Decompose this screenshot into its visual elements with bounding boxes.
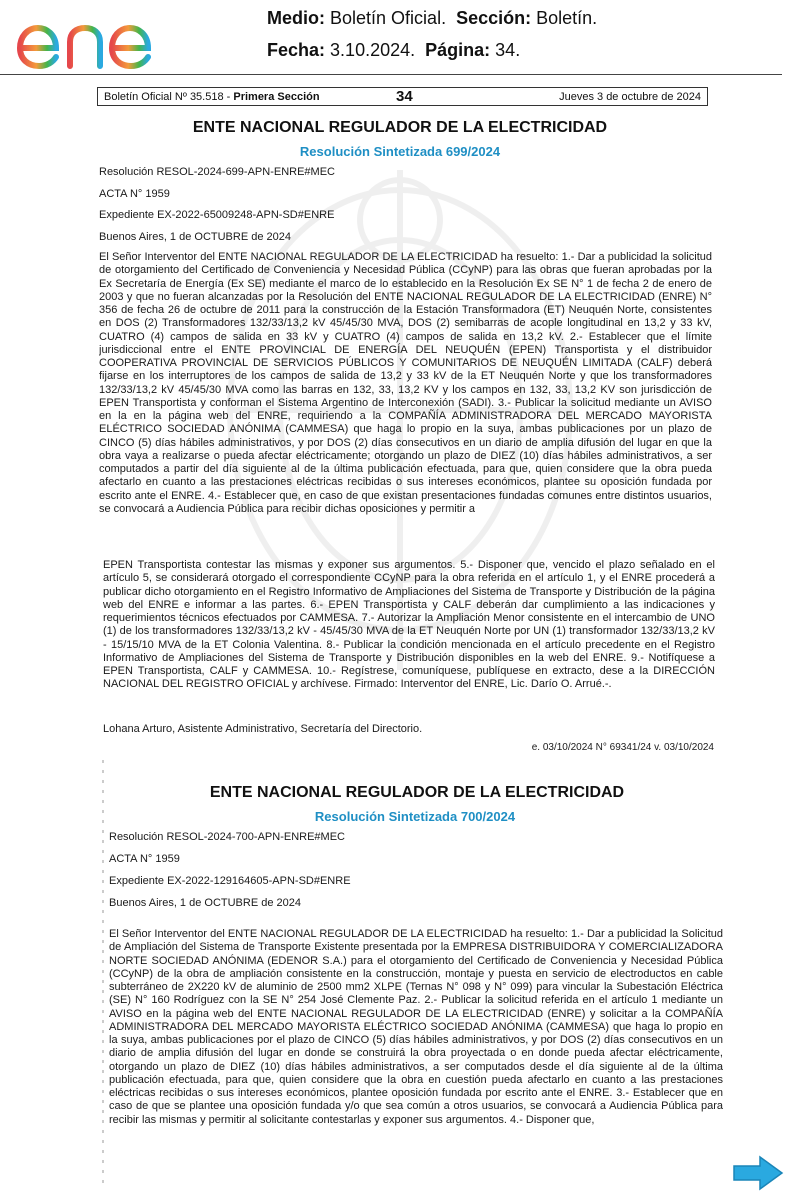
section1-signature: Lohana Arturo, Asistente Administrativo, Secretaría del Directorio. xyxy=(103,723,423,735)
fecha-label: Fecha: xyxy=(267,40,326,60)
pagina-label: Página: xyxy=(425,40,491,60)
seccion-label: Sección: xyxy=(456,8,532,28)
bulletin-date: Jueves 3 de octubre de 2024 xyxy=(559,91,701,103)
section2-acta: ACTA N° 1959 xyxy=(109,853,180,865)
section2-expediente: Expediente EX-2022-129164605-APN-SD#ENRE xyxy=(109,875,351,887)
fecha-value: 3.10.2024. xyxy=(330,40,416,60)
medio-label: Medio: xyxy=(267,8,325,28)
section2-subtitle: Resolución Sintetizada 700/2024 xyxy=(314,809,516,824)
section2-body: El Señor Interventor del ENTE NACIONAL REGULADOR DE LA ELECTRICIDAD ha resuelto: 1.- Dar a publicidad la Solicitud de Ampliación del Sistema de Transporte Existente presentada por la EMPRESA DISTRIBUIDORA Y COMERCIALIZADORA NORTE SOCIEDAD ANÓNIMA (EDENOR S.A.) para el otorgamiento del Certificado de Conveniencia y Necesidad Pública (CCyNP) de la obra de ampliación consistente en la construcción, montaje y puesta en servicio de electroductos en cable subterráneo de 2X220 kV de aluminio de 2500 mm2 XLPE (Ternas N° 098 y N° 099) para vincular la Subestación Eléctrica (SE) N° 160 Rodríguez con la SE N° 254 José Clemente Paz. 2.- Publicar la solicitud referida en el artículo 1 mediante un AVISO en la página web del ENTE NACIONAL REGULADOR DE LA ELECTRICIDAD (ENRE) y solicitar a la COMPAÑÍA ADMINISTRADORA DEL MERCADO MAYORISTA ELÉCTRICO SOCIEDAD ANÓNIMA (CAMMESA) que haga lo propio en la suya, ambas publicaciones por el plazo de CINCO (5) días hábiles administrativos, y por DOS (2) días consecutivos en un diario de amplia difusión del lugar en donde se construirá la obra proyectada o en donde pueda afectar eléctricamente, otorgando un plazo de DIEZ (10) días hábiles administrativos, a ser computados desde el día siguiente al de la última publicación efectuada, para que, quien considere que la obra en cuestión pueda afectarlo en cuanto a las prestaciones eléctricas recibidas o sus intereses económicos, plantee oposición fundada por escrito ante el ENRE. 3.- Establecer que en caso de que se plantee una oposición fundada y/o que sea común a otros usuarios, se convocará a Audiencia Pública para recibir las mismas y permitir al solicitante contestarlas y exponer sus argumentos. 4.- Disponer que, xyxy=(109,928,723,1126)
section2-title: ENTE NACIONAL REGULADOR DE LA ELECTRICIDAD xyxy=(209,784,625,801)
section1-title: ENTE NACIONAL REGULADOR DE LA ELECTRICIDAD xyxy=(192,119,608,136)
section1-subtitle: Resolución Sintetizada 699/2024 xyxy=(299,144,501,159)
seccion-value: Boletín. xyxy=(536,8,598,28)
bulletin-page-header xyxy=(97,87,708,106)
section1-acta: ACTA N° 1959 xyxy=(99,188,170,200)
arrow-right-icon[interactable] xyxy=(732,1155,784,1191)
column-guide xyxy=(102,760,104,1190)
section1-footnote: e. 03/10/2024 N° 69341/24 v. 03/10/2024 xyxy=(531,742,714,753)
section1-body-part2: EPEN Transportista contestar las mismas y exponer sus argumentos. 5.- Disponer que, vencido el plazo señalado en el artículo 5, se considerará otorgado el correspondiente CCyNP para la obra referida en el artículo 1, y el ENRE procederá a publicar dicho otorgamiento en el Registro Informativo de Ampliaciones del Sistema de Transporte y Distribución de la página web del ENRE e informar a las partes. 6.- EPEN Transportista y CALF deberán dar cumplimiento a las indicaciones y requerimientos técnicos efectuados por CAMMESA. 7.- Autorizar la Ampliación Menor consistente en el intercambio de UNO (1) de los transformadores 132/33/13,2 kV - 45/45/30 MVA de la ET Neuquén Norte por UN (1) transformador 132/33/13,2 kV - 15/15/10 MVA de la ET Colonia Valentina. 8.- Publicar la condición mencionada en el artículo precedente en el Registro Informativo de Ampliaciones del Sistema de Transporte y Distribución disponibles en la web del ENRE. 9.- Notifíquese a EPEN Transportista, CALF y CAMMESA. 10.- Regístrese, comuníquese, publíquese en extracto, dese a la DIRECCIÓN NACIONAL DEL REGISTRO OFICIAL y archívese. Firmado: Interventor del ENRE, Lic. Darío O. Arrué.-. xyxy=(103,559,715,691)
section1-body-part1: El Señor Interventor del ENTE NACIONAL REGULADOR DE LA ELECTRICIDAD ha resuelto: 1.- Dar a publicidad la solicitud de otorgamiento del Certificado de Conveniencia y Necesidad Pública (CCyNP) para las obras que fueran aprobadas por la Ex Secretaría de Energía (Ex SE) mediante el marco de lo establecido en la Resolución Ex SE N° 1 de fecha 2 de enero de 2003 y que no fueran alcanzadas por la Resolución del ENTE NACIONAL REGULADOR DE LA ELECTRICIDAD (ENRE) N° 356 de fecha 26 de octubre de 2011 para la construcción de la Estación Transformadora (ET) Neuquén Norte, consistentes en DOS (2) Transformadores 132/33/13,2 kV 45/45/30 MVA, DOS (2) semibarras de acople longitudinal en 13,2 y 33 kV, CUATRO (4) campos de salida en 33 kV y CUATRO (4) campos de salida en 13,2 kV. 2.- Establecer que el límite jurisdiccional entre el ENTE PROVINCIAL DE ENERGÍA DEL NEUQUÉN (EPEN) Transportista y el distribuidor COOPERATIVA PROVINCIAL DE SERVICIOS PÚBLICOS Y COMUNITARIOS DE NEUQUÉN LIMITADA (CALF) deberá fijarse en los interruptores de los campos de salida de 13,2 y 33 kV de la ET Neuquén Norte y que los transformadores 132/33/13,2 kV 45/45/30 MVA como las barras en 132, 33, 13,2 KV y los campos en 132, 33, 13,2 KV son jurisdicción de EPEN Transportista y conforman el Sistema Argentino de Interconexión (SADI). 3.- Publicar la solicitud mediante un AVISO en la en la página web del ENRE, requiriendo a la COMPAÑÍA ADMINISTRADORA DEL MERCADO MAYORISTA ELÉCTRICO SOCIEDAD ANÓNIMA (CAMMESA) que haga lo propio en la suya, ambas publicaciones por un plazo de CINCO (5) días hábiles administrativos, y por DOS (2) días consecutivos en un diario de amplia difusión del lugar en que la obra vaya a realizarse o pueda afectar eléctricamente; otorgando un plazo de DIEZ (10) días hábiles administrativos, a ser computados a partir del día siguiente al de la última publicación efectuada, para que, quien considere que la obra pueda afectarlo en cuanto a las prestaciones eléctricas recibidas o sus intereses económicos, plantee su oposición fundada por escrito ante el ENRE. 4.- Establecer que, en caso de que existan presentaciones fundadas comunes entre distintos usuarios, se convocará a Audiencia Pública para recibir dichas oposiciones y permitir a xyxy=(99,251,712,515)
section2-resolucion: Resolución RESOL-2024-700-APN-ENRE#MEC xyxy=(109,831,345,843)
pagina-value: 34. xyxy=(495,40,521,60)
section1-lugar-fecha: Buenos Aires, 1 de OCTUBRE de 2024 xyxy=(99,231,291,243)
header-divider xyxy=(0,74,782,75)
page-number: 34 xyxy=(396,88,413,105)
section2-lugar-fecha: Buenos Aires, 1 de OCTUBRE de 2024 xyxy=(109,897,301,909)
section1-resolucion: Resolución RESOL-2024-699-APN-ENRE#MEC xyxy=(99,166,335,178)
enel-logo xyxy=(14,8,184,72)
media-source-line xyxy=(267,8,597,29)
medio-value: Boletín Oficial. xyxy=(330,8,447,28)
bulletin-edition: Boletín Oficial Nº 35.518 - Primera Sección xyxy=(104,91,320,103)
media-date-line xyxy=(267,40,520,61)
section1-expediente: Expediente EX-2022-65009248-APN-SD#ENRE xyxy=(99,209,335,221)
